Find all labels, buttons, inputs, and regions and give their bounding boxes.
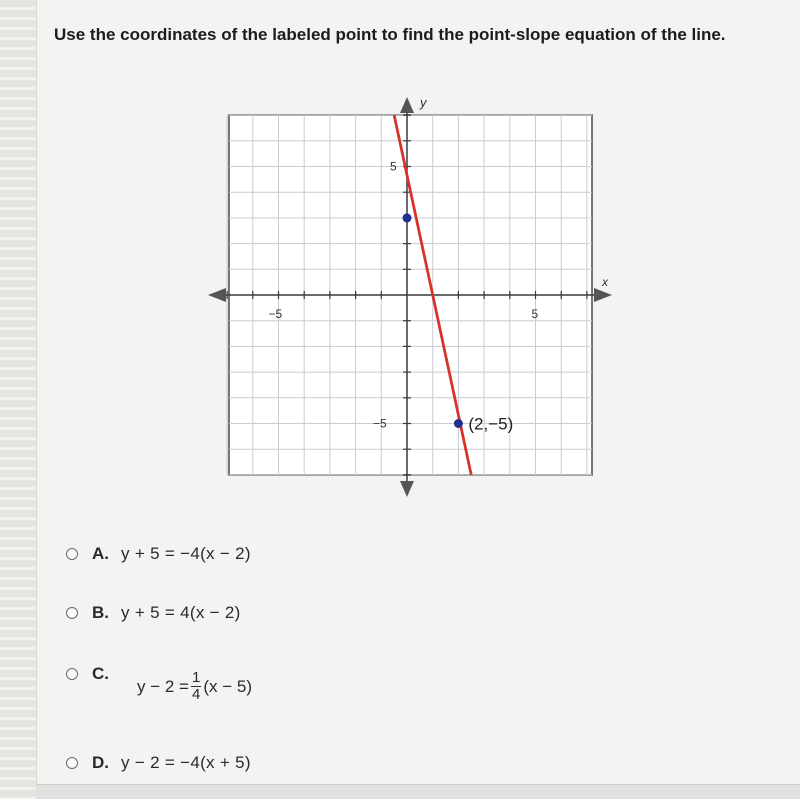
option-a[interactable] xyxy=(66,539,251,569)
option-d-letter: D. xyxy=(92,753,109,772)
y-tick-label-5: 5 xyxy=(390,159,397,174)
option-a-text: y + 5 = −4(x − 2) xyxy=(121,544,251,563)
labeled-point xyxy=(454,419,463,428)
x-tick-label-5: 5 xyxy=(531,307,539,321)
point-label: (2,−5) xyxy=(468,414,514,434)
y-axis-label: y xyxy=(420,95,427,110)
option-c-equation xyxy=(137,670,252,703)
option-d[interactable] xyxy=(66,748,251,778)
option-c-radio[interactable] xyxy=(66,668,78,680)
option-c-letter: C. xyxy=(92,664,109,683)
y-axis-top-arrow xyxy=(400,97,414,113)
graph-svg xyxy=(200,95,620,500)
x-tick-label-neg5: −5 xyxy=(268,307,283,321)
y-axis-bottom-arrow xyxy=(400,481,414,497)
x-axis-label: x xyxy=(602,275,608,289)
option-a-radio[interactable] xyxy=(66,548,78,560)
question-text: Use the coordinates of the labeled point to find the point-slope equation of the line. xyxy=(54,25,726,44)
option-d-radio[interactable] xyxy=(66,757,78,769)
x-axis-left-arrow xyxy=(208,288,226,302)
bottom-scroll-bar xyxy=(36,784,800,799)
left-edge-strip xyxy=(0,0,37,799)
y-intercept-point xyxy=(403,213,412,222)
option-b-radio[interactable] xyxy=(66,607,78,619)
option-b[interactable] xyxy=(66,598,241,628)
option-c-fraction xyxy=(191,670,201,703)
option-c-pre: y − 2 = xyxy=(137,676,189,696)
y-tick-label-neg5: −5 xyxy=(373,416,387,431)
coordinate-graph xyxy=(200,95,620,500)
option-b-text: y + 5 = 4(x − 2) xyxy=(121,603,241,622)
option-d-text: y − 2 = −4(x + 5) xyxy=(121,753,251,772)
option-a-letter: A. xyxy=(92,544,109,563)
option-c-numerator: 1 xyxy=(191,669,201,686)
option-c-post: (x − 5) xyxy=(203,676,252,696)
option-c[interactable] xyxy=(66,660,252,710)
option-b-letter: B. xyxy=(92,603,109,622)
x-axis-right-arrow xyxy=(594,288,612,302)
option-c-denominator: 4 xyxy=(191,686,201,703)
